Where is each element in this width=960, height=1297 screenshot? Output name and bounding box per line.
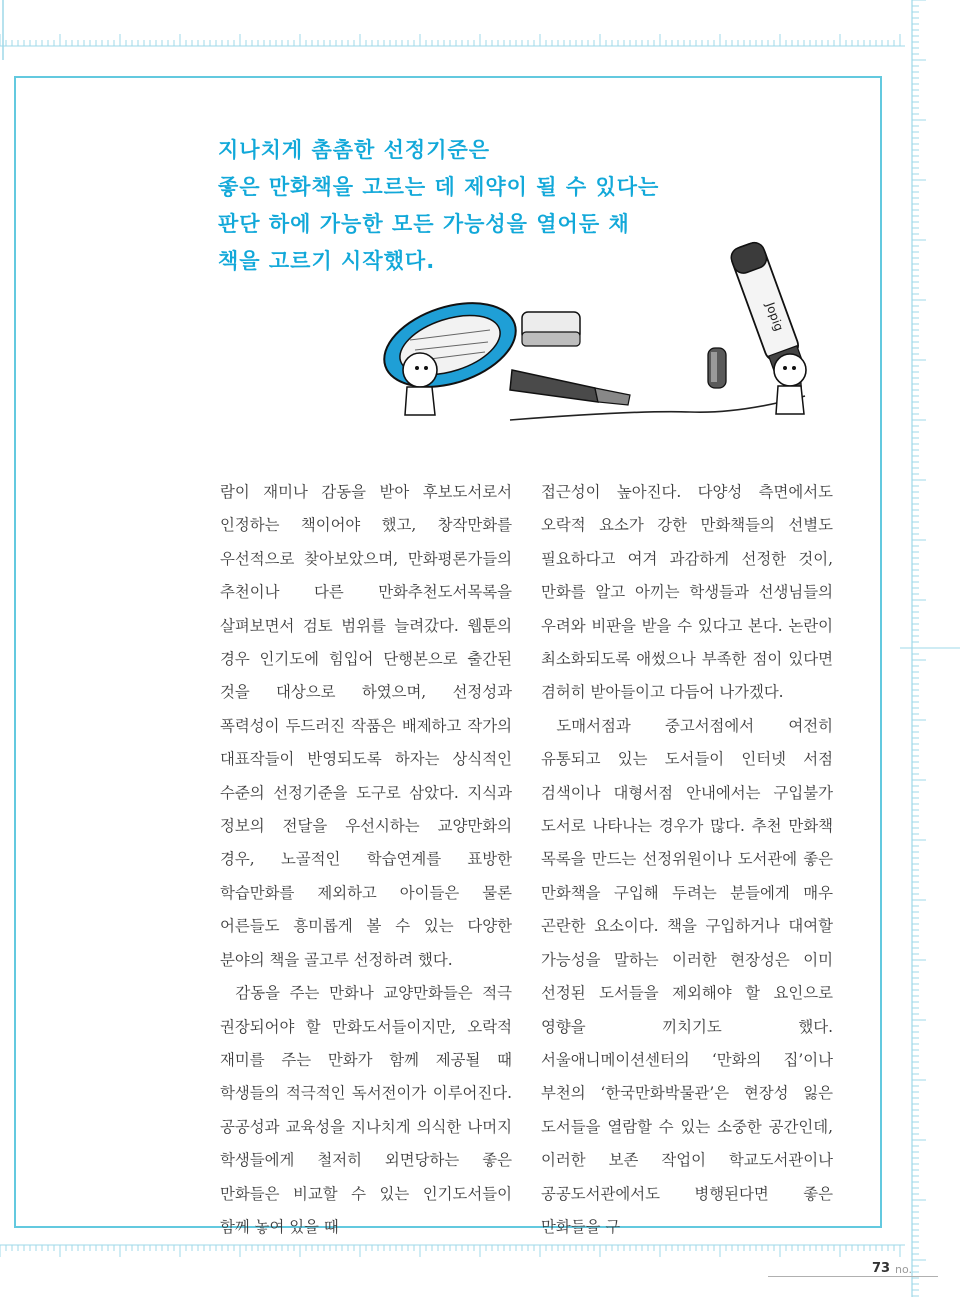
pull-quote-line: 책을 고르기 시작했다. [218, 249, 436, 273]
body-paragraph: 도매서점과 중고서점에서 여전히 유통되고 있는 도서들이 인터넷 서점 검색이나 대형서점 안내에서는 구입불가 도서로 나타나는 경우가 많다. 추천 만화책 목록을 만드는 선정위원이나 도서관에 좋은 만화책을 구입해 두려는 분들에게 매우 곤란한 요소이다. 책을 구입하거나 대여할 가능성을 말하는 이러한 현장성은 이미 선정된 도서들을 제외해야 할 요인으로 영향을 끼치기도 했다. 서울애니메이션센터의 ‘만화의 집’이나 부천의 ‘한국만화박물관’은 현장성 잃은 도서들을 열람할 수 있는 소중한 공간인데, 이러한 보존 작업이 학교도서관이나 공공도서관에서도 병행된다면 좋은 만화들을 구 [541, 716, 833, 1236]
pen-brand-label: Jopig [762, 300, 787, 333]
pull-quote-line: 좋은 만화책을 고르는 데 제약이 될 수 있다는 [218, 175, 660, 199]
right-ruler-decoration [900, 0, 960, 1297]
body-column-right [541, 476, 833, 1244]
fountain-pen-icon [728, 240, 817, 409]
body-column-left [220, 476, 512, 1244]
ink-line [510, 396, 805, 420]
body-paragraph: 접근성이 높아진다. 다양성 측면에서도 오락적 요소가 강한 만화책들의 선별도 필요하다고 여겨 과감하게 선정한 것이, 만화를 알고 아끼는 학생들과 선생님들의 우려와 비판을 받을 수 있다고 본다. 논란이 최소화되도록 애썼으나 부족한 점이 있다면 겸허히 받아들이고 다듬어 나가겠다. [541, 483, 833, 702]
page-number: 73 [872, 1261, 891, 1276]
body-paragraph: 감동을 주는 만화나 교양만화들은 적극 권장되어야 할 만화도서들이지만, 오락적 재미를 주는 만화가 함께 제공될 때 학생들의 적극적인 독서전이가 이루어진다. 공공성과 교육성을 지나치게 의식한 나머지 학생들에게 철저히 외면당하는 좋은 만화들은 비교할 수 있는 인기도서들이 함께 놓여 있을 때 [220, 984, 512, 1236]
left-ruler-decoration [0, 0, 12, 1297]
pull-quote-line: 판단 하에 가능한 모든 가능성을 열어둔 채 [218, 212, 630, 236]
top-ruler-decoration [0, 0, 960, 60]
pen-cap-icon [708, 348, 726, 388]
eraser-icon [522, 312, 580, 346]
illustration [360, 220, 860, 430]
body-paragraph: 람이 재미나 감동을 받아 후보도서로서 인정하는 책이어야 했고, 창작만화를 우선적으로 찾아보았으며, 만화평론가들의 추천이나 다른 만화추천도서목록을 살펴보면서 검토 범위를 늘려갔다. 웹툰의 경우 인기도에 힘입어 단행본으로 출간된 것을 대상으로 하였으며, 선정성과 폭력성이 두드러진 작품은 배제하고 작가의 대표작들이 반영되도록 하자는 상식적인 수준의 선정기준을 도구로 삼았다. 지식과 정보의 전달을 우선시하는 교양만화의 경우, 노골적인 학습연계를 표방한 학습만화를 제외하고 아이들은 물론 어른들도 흥미롭게 볼 수 있는 다양한 분야의 책을 골고루 선정하려 했다. [220, 483, 512, 969]
pull-quote-line: 지나치게 촘촘한 선정기준은 [218, 138, 491, 162]
footer-divider [768, 1276, 938, 1277]
page-number-suffix: no. [895, 1263, 913, 1276]
